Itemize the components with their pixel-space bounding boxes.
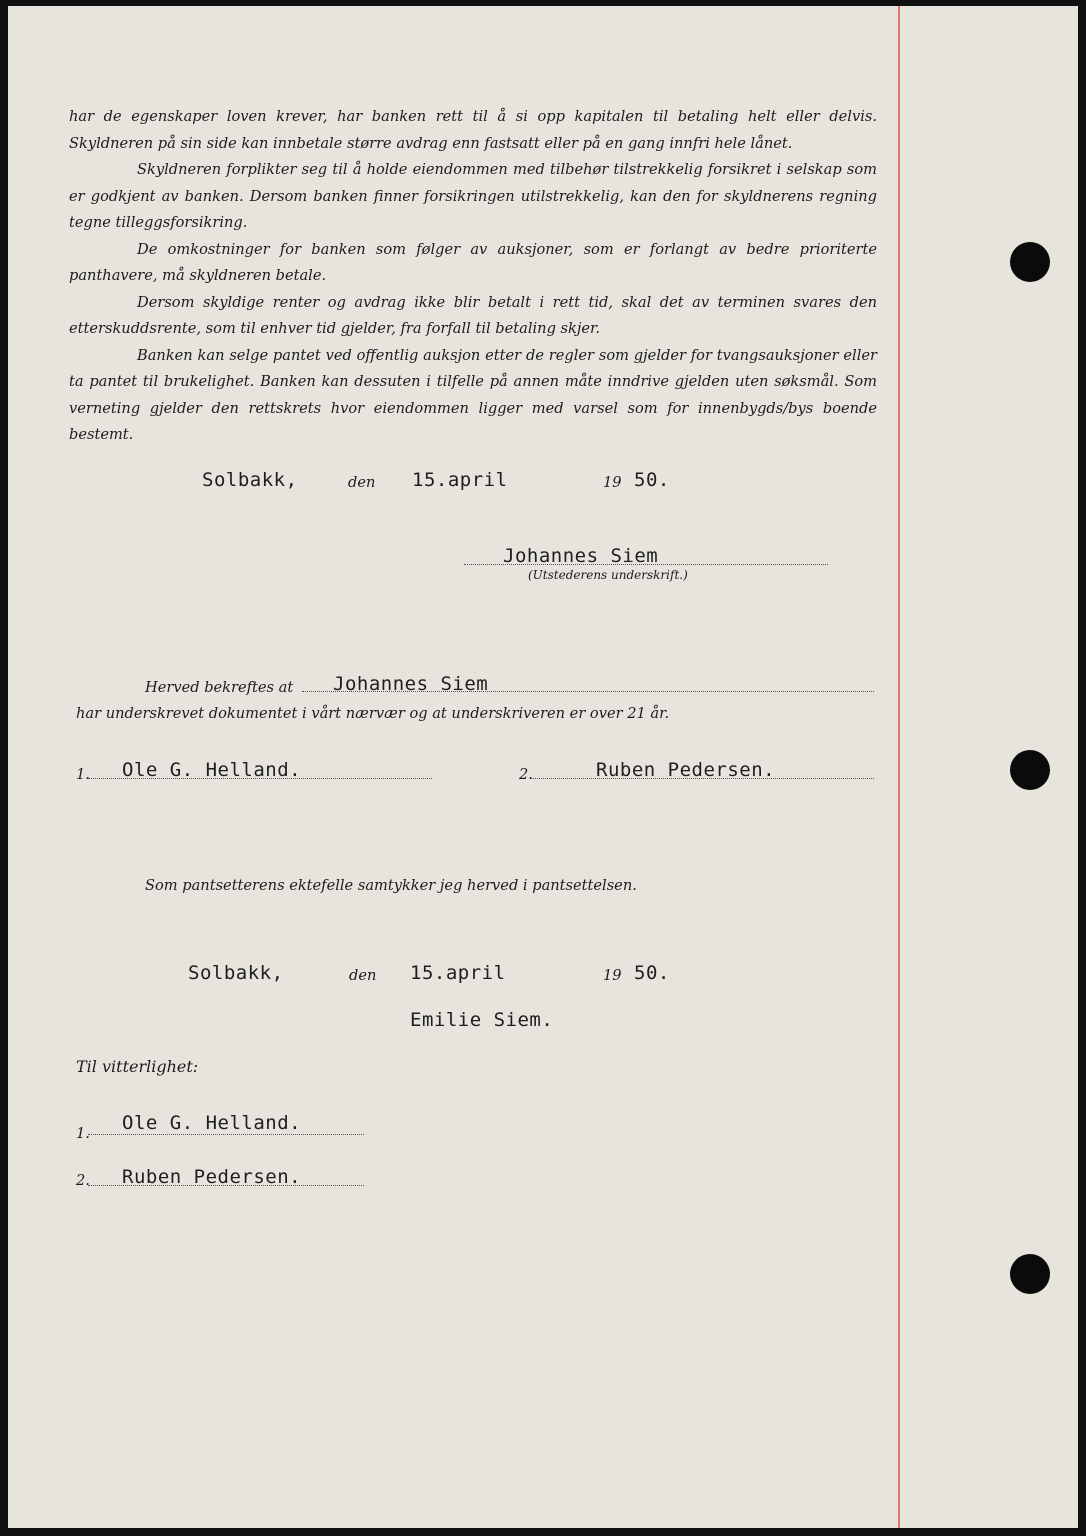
paragraph: Skyldneren forplikter seg til å holde eiendommen med tilbehør tilstrekkelig forsikret i selskap som er godkjent av banken. Dersom banken finner forsikringen utilstrekkelig, kan den for skyldnerens regning tegne tilleggsforsikring. — [69, 161, 877, 231]
signature-line — [464, 564, 828, 565]
witness-number: 1. — [76, 766, 90, 783]
witness-line — [88, 1185, 364, 1186]
place: Solbakk, — [188, 962, 284, 984]
punch-hole — [1010, 1254, 1050, 1294]
confirmed-name: Johannes Siem — [333, 673, 489, 695]
paragraph: har de egenskaper loven krever, har banken rett til å si opp kapitalen til betaling helt eller delvis. Skyldneren på sin side kan innbetale større avdrag enn fastsatt eller på en gang innfri hele lånet. — [69, 108, 877, 152]
spouse-signature: Emilie Siem. — [410, 1009, 554, 1031]
name-line — [302, 691, 874, 692]
spouse-consent: Som pantsetterens ektefelle samtykker jeg herved i pantsettelsen. — [145, 877, 637, 894]
date-day: 15.april — [410, 962, 506, 984]
witness-name: Ole G. Helland. — [122, 759, 302, 781]
paragraph: Dersom skyldige renter og avdrag ikke blir betalt i rett tid, skal det av terminen svares den etterskuddsrente, som til enhver tid gjelder, fra forfall til betaling skjer. — [69, 293, 877, 337]
date-day: 15.april — [412, 469, 508, 491]
witness-line — [88, 1134, 364, 1135]
witness-number: 1. — [76, 1125, 90, 1142]
punch-hole — [1010, 242, 1050, 282]
witness-name: Ruben Pedersen. — [596, 759, 776, 781]
den-label: den — [348, 474, 376, 491]
witness-number: 2. — [519, 766, 533, 783]
issuer-caption: (Utstederens underskrift.) — [528, 568, 688, 582]
confirmation-prefix: Herved bekreftes at — [145, 679, 294, 696]
paragraph: De omkostninger for banken som følger av auksjoner, som er forlangt av bedre prioriterte panthavere, må skyldneren betale. — [69, 240, 877, 284]
witness-name: Ruben Pedersen. — [122, 1166, 302, 1188]
place: Solbakk, — [202, 469, 298, 491]
issuer-signature: Johannes Siem — [503, 545, 659, 567]
witness-line — [88, 778, 432, 779]
year-suffix: 50. — [634, 962, 670, 984]
punch-hole — [1010, 750, 1050, 790]
paragraph: Banken kan selge pantet ved offentlig auksjon etter de regler som gjelder for tvangsauksjoner eller ta pantet til brukelighet. Banken kan dessuten i tilfelle på annen måte inndrive gjelden uten søksmål. Som verneting gjelder den rettskrets hvor eiendommen ligger med varsel som for innenbygds/bys boende bestemt. — [69, 346, 877, 443]
den-label: den — [349, 967, 377, 984]
witness-name: Ole G. Helland. — [122, 1112, 302, 1134]
year-suffix: 50. — [634, 469, 670, 491]
til-vitterlighet: Til vitterlighet: — [76, 1057, 199, 1076]
witness-number: 2. — [76, 1172, 90, 1189]
year-prefix: 19 — [603, 474, 622, 491]
year-prefix: 19 — [603, 967, 622, 984]
confirmation-text: har underskrevet dokumentet i vårt nærvær og at underskriveren er over 21 år. — [76, 705, 670, 722]
margin-line — [898, 6, 900, 1528]
witness-line — [531, 778, 874, 779]
loan-terms-text — [69, 104, 877, 449]
